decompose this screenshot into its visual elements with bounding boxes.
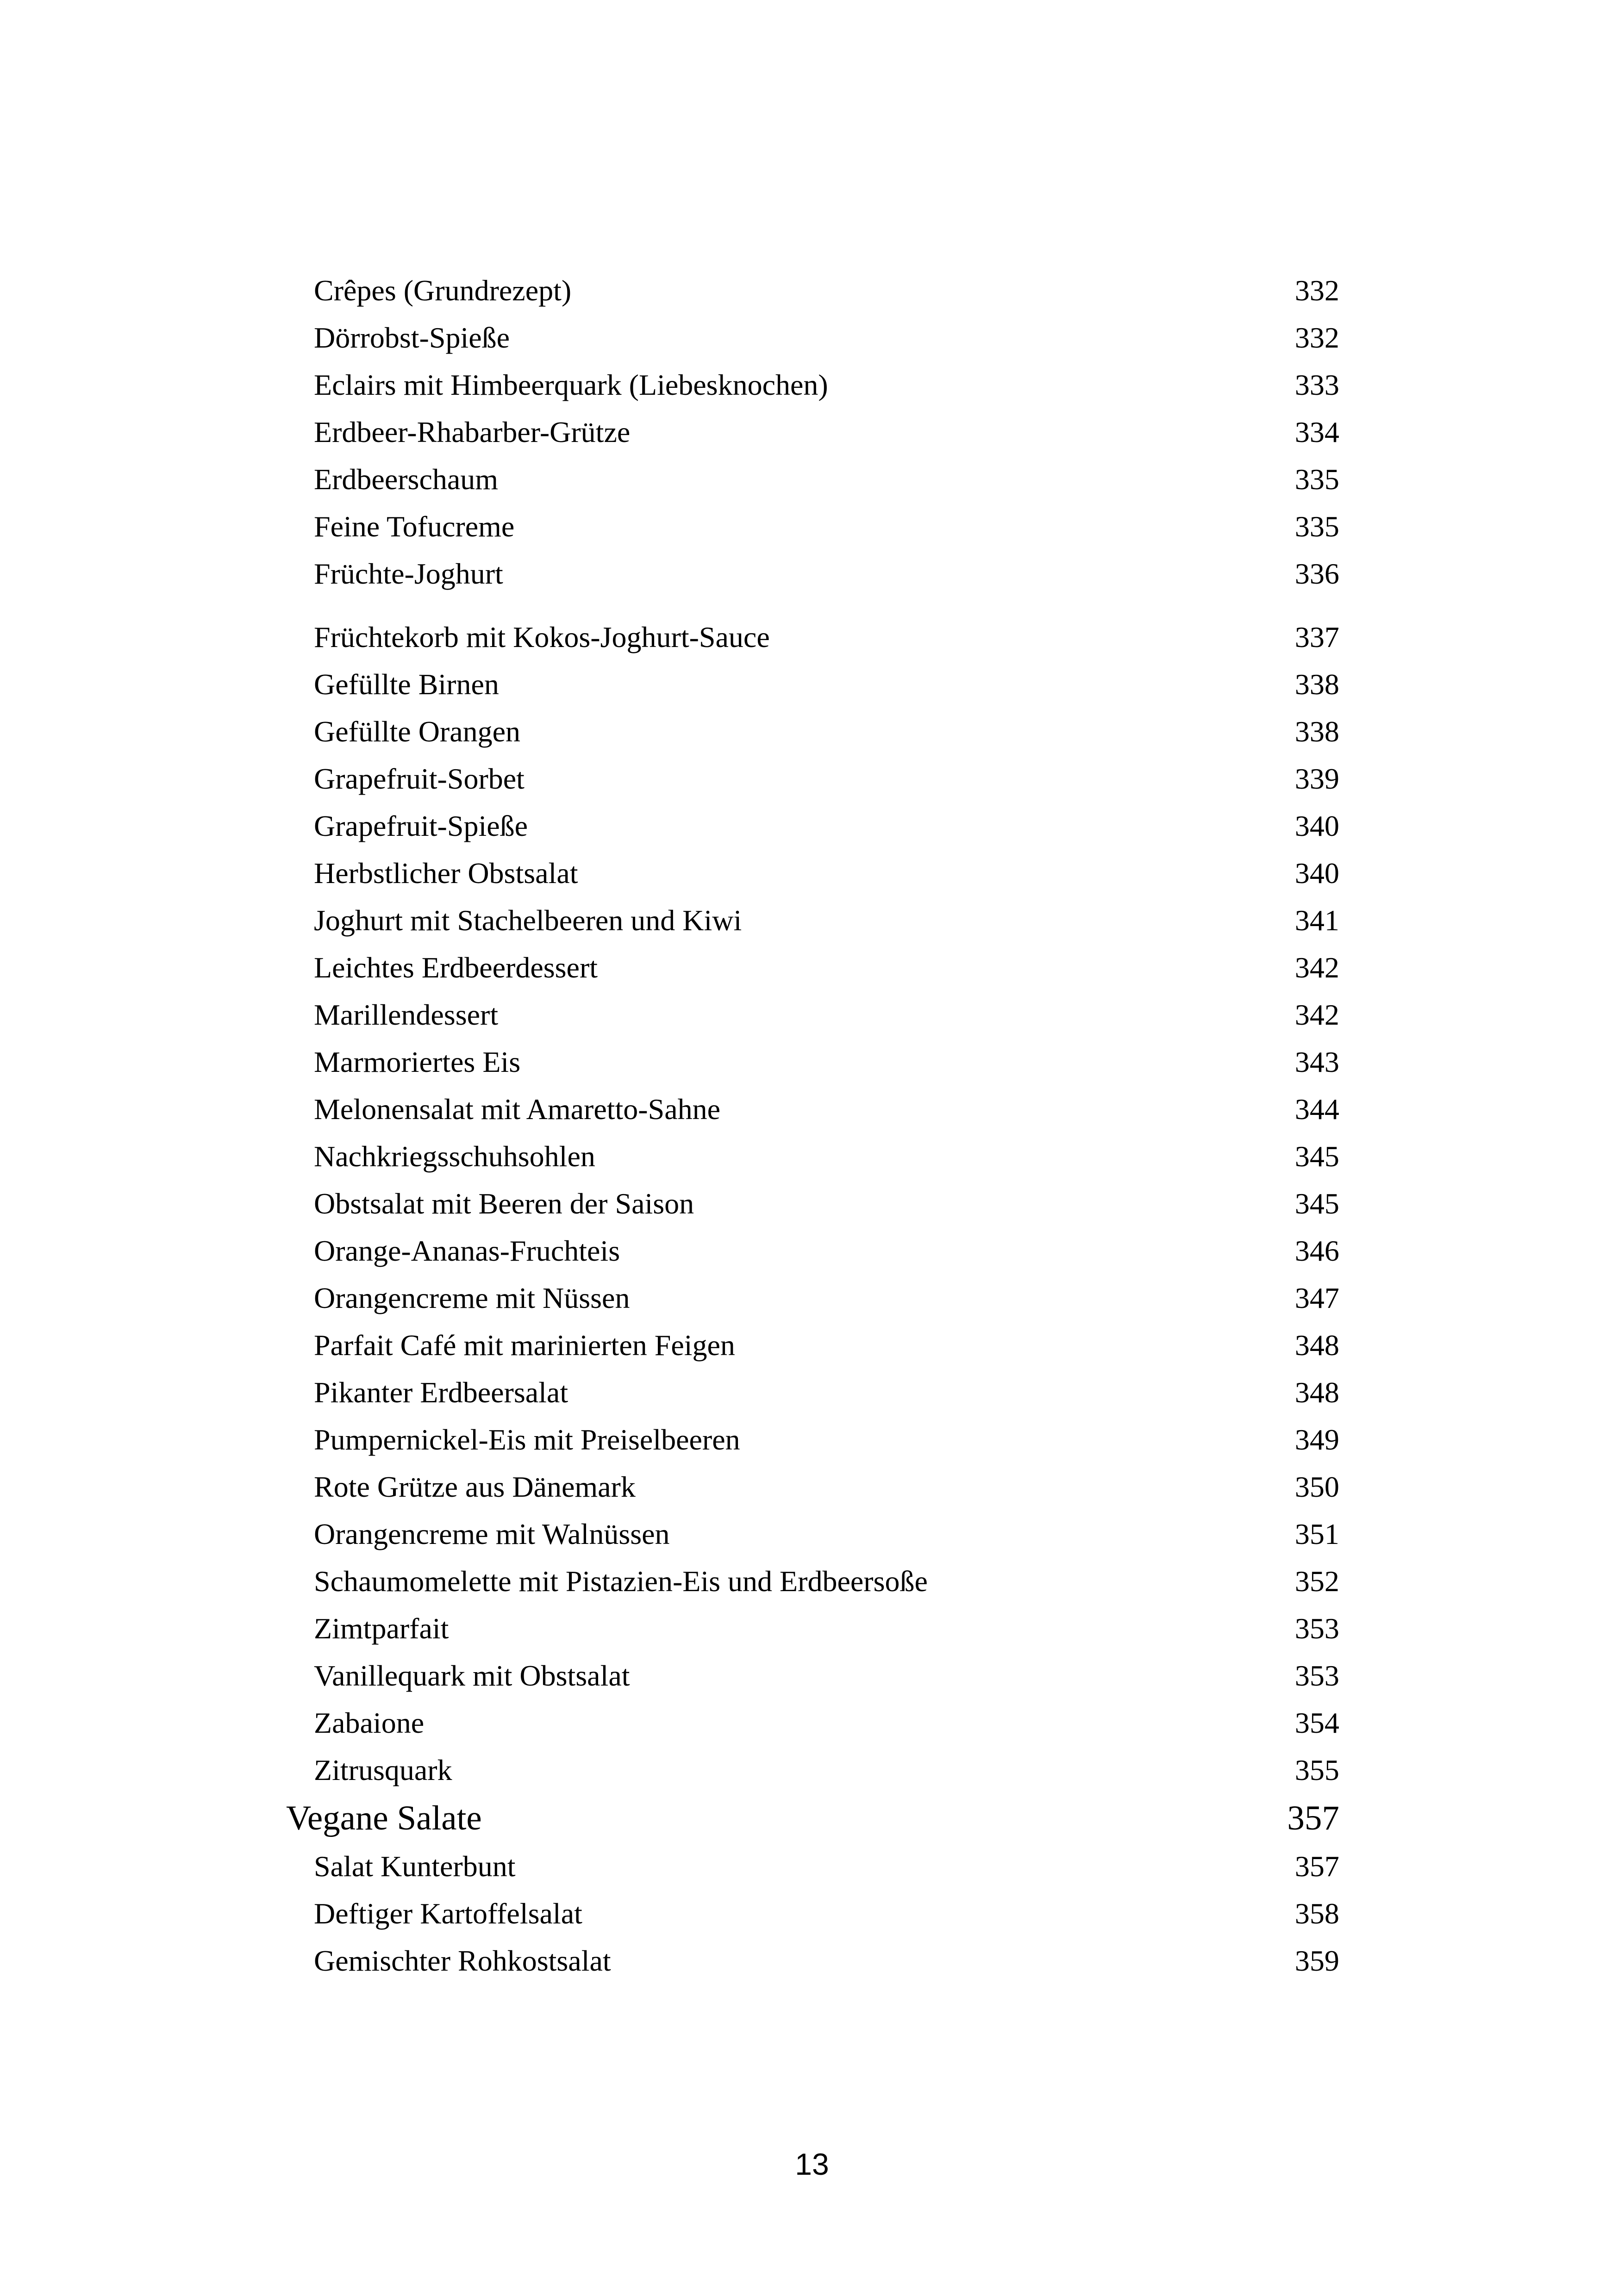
entry-title: Gefüllte Orangen [314,715,521,748]
entry-title: Grapefruit-Sorbet [314,762,525,795]
page-reference: 345 [1295,1140,1339,1173]
page-reference: 352 [1295,1565,1339,1598]
toc-entry[interactable] [0,670,1624,707]
page-number: 13 [795,2147,829,2181]
toc-entry[interactable] [0,417,1624,454]
toc-entry[interactable] [0,1236,1624,1273]
toc-entry[interactable] [0,1472,1624,1509]
entry-title: Pumpernickel-Eis mit Preiselbeeren [314,1423,740,1456]
entry-title: Orangencreme mit Nüssen [314,1282,630,1314]
toc-entry[interactable] [0,764,1624,801]
entry-title: Erdbeerschaum [314,463,499,496]
toc-entry[interactable] [0,859,1624,896]
entry-title: Deftiger Kartoffelsalat [314,1897,582,1930]
toc-entry[interactable] [0,1000,1624,1037]
page-reference: 359 [1295,1944,1339,1977]
page-reference: 335 [1295,463,1339,496]
page-reference: 347 [1295,1282,1339,1314]
page-reference: 350 [1295,1470,1339,1503]
page-reference: 332 [1295,321,1339,354]
page-reference: 357 [1287,1799,1339,1837]
section-title: Vegane Salate [286,1799,482,1837]
toc-entry[interactable] [0,906,1624,943]
entry-title: Gemischter Rohkostsalat [314,1944,611,1977]
toc-entry[interactable] [0,717,1624,754]
page-reference: 332 [1295,274,1339,307]
toc-entry[interactable] [0,323,1624,360]
toc-entry[interactable] [0,1378,1624,1415]
page-reference: 341 [1295,904,1339,937]
toc-entry[interactable] [0,622,1624,660]
page-reference: 340 [1295,857,1339,890]
page-reference: 346 [1295,1234,1339,1267]
entry-title: Nachkriegsschuhsohlen [314,1140,595,1173]
entry-title: Schaumomelette mit Pistazien-Eis und Erdbeersoße [314,1565,928,1598]
toc-entry[interactable] [0,1095,1624,1132]
page-reference: 351 [1295,1518,1339,1550]
toc-entry[interactable] [0,1331,1624,1368]
toc-entry[interactable] [0,1142,1624,1179]
entry-title: Crêpes (Grundrezept) [314,274,572,307]
toc-entry[interactable] [0,1189,1624,1226]
entry-title: Gefüllte Birnen [314,668,499,701]
page-reference: 354 [1295,1706,1339,1739]
entry-title: Obstsalat mit Beeren der Saison [314,1187,694,1220]
toc-entry[interactable] [0,1755,1624,1792]
toc-entry[interactable] [0,1708,1624,1745]
toc-entry[interactable] [0,559,1624,596]
toc-entry[interactable] [0,1899,1624,1936]
page-reference: 344 [1295,1093,1339,1126]
page-reference: 355 [1295,1754,1339,1786]
entry-title: Parfait Café mit marinierten Feigen [314,1329,735,1362]
entry-title: Orange-Ananas-Fruchteis [314,1234,620,1267]
entry-title: Herbstlicher Obstsalat [314,857,578,890]
entry-title: Orangencreme mit Walnüssen [314,1518,670,1550]
entry-title: Dörrobst-Spieße [314,321,510,354]
toc-entry[interactable] [0,512,1624,549]
page-reference: 353 [1295,1612,1339,1645]
toc-entry[interactable] [0,1425,1624,1462]
page-reference: 336 [1295,557,1339,590]
page-reference: 349 [1295,1423,1339,1456]
page-reference: 343 [1295,1045,1339,1078]
entry-title: Joghurt mit Stachelbeeren und Kiwi [314,904,742,937]
entry-title: Feine Tofucreme [314,510,515,543]
entry-title: Früchtekorb mit Kokos-Joghurt-Sauce [314,621,770,653]
entry-title: Zimtparfait [314,1612,449,1645]
page-reference: 335 [1295,510,1339,543]
page-reference: 337 [1295,621,1339,653]
entry-title: Salat Kunterbunt [314,1850,516,1883]
entry-title: Marmoriertes Eis [314,1045,521,1078]
entry-title: Grapefruit-Spieße [314,809,528,842]
entry-title: Zabaione [314,1706,425,1739]
toc-entry[interactable] [0,465,1624,502]
toc-entry[interactable] [0,1614,1624,1651]
page-reference: 345 [1295,1187,1339,1220]
page-reference: 334 [1295,416,1339,448]
page-reference: 333 [1295,368,1339,401]
entry-title: Eclairs mit Himbeerquark (Liebesknochen) [314,368,828,401]
page-reference: 358 [1295,1897,1339,1930]
page-reference: 338 [1295,668,1339,701]
page-reference: 340 [1295,809,1339,842]
entry-title: Erdbeer-Rhabarber-Grütze [314,416,631,448]
page-reference: 339 [1295,762,1339,795]
entry-title: Pikanter Erdbeersalat [314,1376,568,1409]
entry-title: Früchte-Joghurt [314,557,503,590]
page-reference: 342 [1295,998,1339,1031]
toc-entry[interactable] [0,1047,1624,1084]
entry-title: Vanillequark mit Obstsalat [314,1659,630,1692]
page-reference: 342 [1295,951,1339,984]
entry-title: Rote Grütze aus Dänemark [314,1470,636,1503]
toc-entry[interactable] [0,953,1624,990]
toc-entry[interactable] [0,1661,1624,1698]
entry-title: Melonensalat mit Amaretto-Sahne [314,1093,720,1126]
toc-entry[interactable] [0,1946,1624,1983]
entry-title: Leichtes Erdbeerdessert [314,951,598,984]
toc-entry[interactable] [0,1852,1624,1889]
toc-entry[interactable] [0,1283,1624,1320]
toc-entry[interactable] [0,370,1624,407]
toc-section-heading[interactable] [0,1801,1624,1842]
toc-entry[interactable] [0,276,1624,313]
toc-entry[interactable] [0,811,1624,848]
page-reference: 338 [1295,715,1339,748]
page-reference: 353 [1295,1659,1339,1692]
entry-title: Marillendessert [314,998,499,1031]
page-reference: 357 [1295,1850,1339,1883]
page-reference: 348 [1295,1329,1339,1362]
entry-title: Zitrusquark [314,1754,452,1786]
page-reference: 348 [1295,1376,1339,1409]
toc-entry[interactable] [0,1567,1624,1604]
toc-entry[interactable] [0,1519,1624,1556]
